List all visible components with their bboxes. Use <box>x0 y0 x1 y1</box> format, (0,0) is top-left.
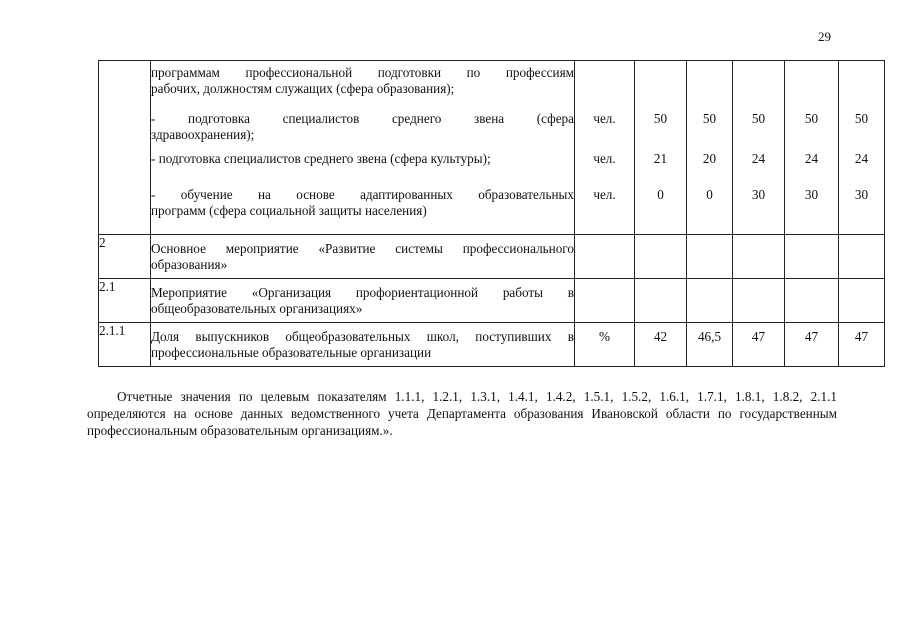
description-cell: Доля выпускников общеобразовательных школ, поступивших в профессиональные образовательные организации <box>151 323 575 367</box>
value-cell <box>785 235 839 279</box>
value-cell: 47 <box>785 323 839 367</box>
value-cell <box>687 235 733 279</box>
value-cell: 50 20 0 <box>687 61 733 235</box>
table-row-continuation <box>99 61 885 235</box>
description-cell: Мероприятие «Организация профориентационной работы в общеобразовательных организациях» <box>151 279 575 323</box>
value-cell: 50 24 30 <box>733 61 785 235</box>
value-cell <box>635 235 687 279</box>
value-cell <box>687 279 733 323</box>
list-item: - подготовка специалистов среднего звена (сфера культуры); <box>151 151 491 166</box>
unit-cell: % <box>575 323 635 367</box>
table-row <box>99 323 885 367</box>
value-cell: 50 21 0 <box>635 61 687 235</box>
list-item: - обучение на основе адаптированных образовательных программ (сфера социальной защиты населения) <box>151 187 574 218</box>
value-cell: 42 <box>635 323 687 367</box>
table-row <box>99 279 885 323</box>
value-cell <box>839 235 885 279</box>
row-number-cell <box>99 61 151 235</box>
row-number-cell: 2 <box>99 235 151 279</box>
indicators-table <box>98 60 885 367</box>
page-number: 29 <box>818 29 831 44</box>
list-item: программам профессиональной подготовки по профессиям рабочих, должностям служащих (сфера образования); <box>151 65 574 96</box>
value-cell <box>839 279 885 323</box>
value-cell <box>733 235 785 279</box>
value-cell: 46,5 <box>687 323 733 367</box>
row-number-cell: 2.1.1 <box>99 323 151 367</box>
unit-cell <box>575 235 635 279</box>
description-cell: Основное мероприятие «Развитие системы профессионального образования» <box>151 235 575 279</box>
value-cell: 50 24 30 <box>839 61 885 235</box>
unit-cell <box>575 279 635 323</box>
table-row <box>99 235 885 279</box>
value-cell: 47 <box>839 323 885 367</box>
footnote-paragraph: Отчетные значения по целевым показателям 1.1.1, 1.2.1, 1.3.1, 1.4.1, 1.4.2, 1.5.1, 1.5.2, 1.6.1, 1.7.1, 1.8.1, 1.8.2, 2.1.1 определяются на основе данных ведомственного учета Департамента образования Ивановской области по государственным профессиональным образовательным организациям.». <box>87 389 837 438</box>
description-cell <box>151 61 575 235</box>
value-cell: 50 24 30 <box>785 61 839 235</box>
value-cell <box>635 279 687 323</box>
value-cell: 47 <box>733 323 785 367</box>
value-cell <box>733 279 785 323</box>
list-item: - подготовка специалистов среднего звена (сфера здравоохранения); <box>151 111 574 142</box>
row-number-cell: 2.1 <box>99 279 151 323</box>
value-cell <box>785 279 839 323</box>
unit-cell: чел. чел. чел. <box>575 61 635 235</box>
